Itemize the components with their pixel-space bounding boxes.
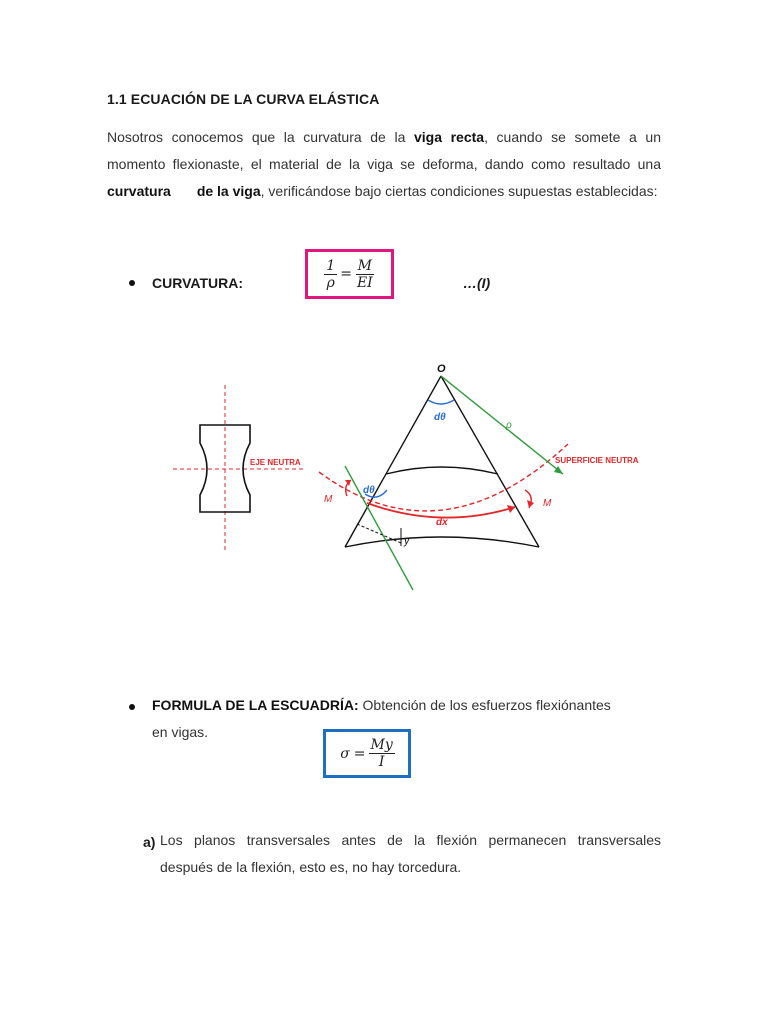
y-label: y <box>404 535 410 547</box>
curvatura-rhs-num: M <box>357 257 372 274</box>
superficie-neutra-label: SUPERFICIE NEUTRA <box>555 456 639 465</box>
curvatura-lhs-fraction <box>324 258 337 291</box>
sector-left-edge <box>345 376 441 547</box>
escuadria-equals: = <box>353 745 366 762</box>
cross-section-diagram <box>173 385 313 550</box>
escuadria-formula-box <box>323 729 411 778</box>
dtheta-label-left: dθ <box>363 485 375 496</box>
dx-label: dx <box>436 517 448 528</box>
escuadria-label: FORMULA DE LA ESCUADRÍA: <box>152 697 359 713</box>
origin-label: O <box>437 363 446 375</box>
curvatura-lhs-num: 1 <box>326 257 336 274</box>
curvatura-label: CURVATURA: <box>152 275 243 291</box>
dtheta-arc-top <box>428 400 454 404</box>
item-a-line1: Los planos transversales antes de la flexión permanecen transversales <box>160 832 661 848</box>
equation-reference: …(I) <box>463 275 491 291</box>
bullet-escuadria <box>129 704 135 710</box>
escuadria-line2: en vigas. <box>152 724 209 740</box>
escuadria-fraction <box>369 737 395 770</box>
sector-right-edge <box>441 376 539 547</box>
intro-bold-de-la-viga: de la viga <box>196 183 261 199</box>
escuadria-line1 <box>152 692 661 719</box>
intro-paragraph <box>107 124 661 205</box>
eje-neutra-label: EJE NEUTRA <box>250 458 301 467</box>
curvatura-formula-box <box>305 249 394 299</box>
bottom-arc <box>345 537 539 547</box>
curvatura-lhs-den: ρ <box>326 274 335 291</box>
curvatura-equals: = <box>340 266 352 282</box>
radius-line <box>441 376 563 474</box>
escuadria-den: I <box>378 754 385 770</box>
moment-label-right: M <box>543 498 552 509</box>
curvature-diagram <box>315 362 645 594</box>
dtheta-label-top: dθ <box>434 412 446 423</box>
intro-bold-curvatura: curvatura <box>107 183 171 199</box>
intro-text-1: Nosotros conocemos que la curvatura de la <box>107 129 414 145</box>
intro-text-3: , verificándose bajo ciertas condiciones supuestas establecidas: <box>260 183 658 199</box>
intro-text-2: , cuando se somete a un momento flexionaste, el material de la viga se deforma, dando como resultado una <box>107 129 661 172</box>
rho-label: ρ <box>506 420 512 431</box>
top-arc <box>386 467 498 474</box>
escuadria-num: My <box>370 737 393 753</box>
curvatura-rhs-fraction <box>355 258 375 291</box>
curvatura-rhs-den: EI <box>356 274 373 291</box>
item-a-line2: después de la flexión, esto es, no hay torcedura. <box>160 859 462 875</box>
sigma-symbol: σ <box>340 745 350 762</box>
bullet-curvatura <box>129 280 135 286</box>
moment-label-left: M <box>324 494 333 505</box>
item-a-marker: a) <box>143 834 156 850</box>
intro-bold-viga-recta: viga recta <box>413 129 485 145</box>
section-heading: 1.1 ECUACIÓN DE LA CURVA ELÁSTICA <box>107 91 380 107</box>
escuadria-text-1: Obtención de los esfuerzos flexiónantes <box>362 697 611 713</box>
